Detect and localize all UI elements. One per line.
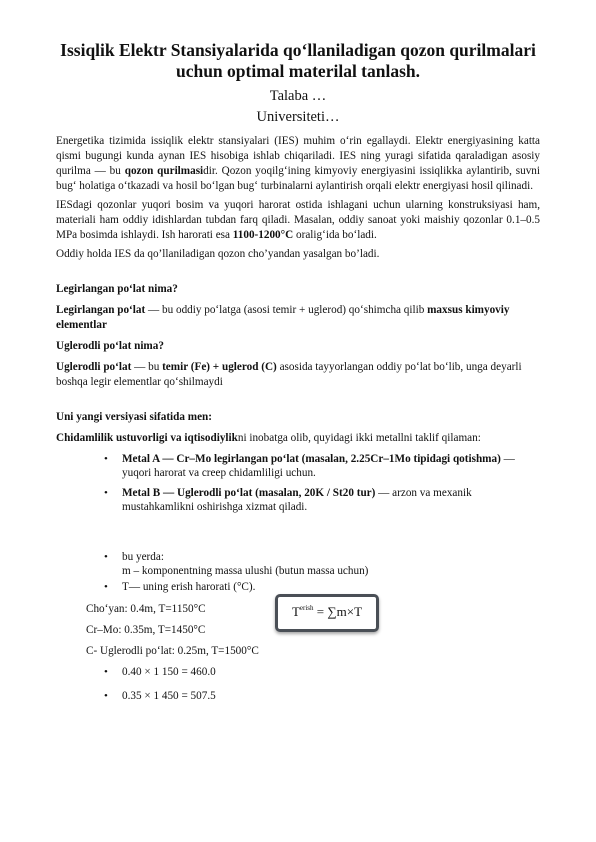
intro-paragraph-1 xyxy=(56,134,540,194)
explanation-mass: m – komponentning massa ulushi (butun massa uchun) xyxy=(122,565,369,577)
formula-symbol: T xyxy=(291,604,300,619)
section-heading-new-version: Uni yangi versiyasi sifatida men: xyxy=(56,411,213,423)
definition-text: — bu xyxy=(131,361,163,373)
data-line-carbon-steel: C- Uglerodli po‘lat: 0.25m, T=1500°C xyxy=(86,645,259,657)
bullet-icon: • xyxy=(104,666,108,678)
formula-superscript: erish xyxy=(299,604,314,612)
intro-bold-term: qozon qurilmasi xyxy=(124,165,204,177)
term: temir (Fe) + uglerod (C) xyxy=(162,361,277,373)
page-title: Issiqlik Elektr Stansiyalarida qo‘llaniladigan qozon qurilmalari uchun optimal materilal tanlash. xyxy=(60,40,536,81)
spacer xyxy=(56,394,540,410)
intro-paragraph-3: Oddiy holda IES da qo’llaniladigan qozon cho’yandan yasalgan bo’ladi. xyxy=(56,248,380,260)
intro-text: Energetika tizimida issiqlik elektr stansiyalari (IES) muhim o‘rin egallaydi. Elektr energiyasining katta qismi bugungi kunda aynan IES hisobiga ishlab chiqariladi. IES ning yuragi sifatida qaraladigan asosiy qurilma — bu xyxy=(56,135,540,177)
bullet-icon: • xyxy=(104,690,108,702)
author-line: Talaba … xyxy=(269,88,327,104)
spacer xyxy=(56,520,540,550)
list-item-explanation xyxy=(56,550,540,578)
carbon-steel-definition xyxy=(56,360,540,390)
list-item-temperature xyxy=(56,580,540,594)
list-item-metal-b xyxy=(56,486,540,514)
intro-text: oralig‘ida bo‘ladi. xyxy=(293,229,377,241)
explanation-label: bu yerda: xyxy=(122,551,164,563)
term: Legirlangan po‘lat xyxy=(56,304,146,316)
proposal-paragraph xyxy=(56,431,540,446)
term: maxsus kimyoviy elementlar xyxy=(56,304,510,331)
proposal-text: ni inobatga olib, quyidagi ikki metallni taklif qilaman: xyxy=(237,432,481,444)
section-heading-carbon-steel: Uglerodli po‘lat nima? xyxy=(56,340,164,352)
calc-line: 0.40 × 1 150 = 460.0 xyxy=(122,666,216,678)
intro-text: dir. Qozon yoqilg‘ining kimyoviy energiyasini issiqlikka aylantirib, suvni bug‘ holatiga o‘tkazadi va hosil bo‘lgan bug‘ turbinalarni aylantirish orqali elektr energiyasi hosil qilinadi. xyxy=(56,165,540,192)
explanation-list xyxy=(56,550,540,594)
bullet-icon: • xyxy=(104,453,108,465)
term: Chidamlilik ustuvorligi va iqtisodiylik xyxy=(56,432,238,444)
university-line: Universiteti… xyxy=(256,109,340,125)
metal-a-name: Metal A — Cr–Mo legirlangan po‘lat (masalan, 2.25Cr–1Mo tipidagi qotishma) xyxy=(122,453,501,465)
temperature-range: 1100-1200°C xyxy=(232,229,294,241)
bullet-icon: • xyxy=(104,487,108,499)
calculation-list xyxy=(56,665,540,703)
list-item-calc-1 xyxy=(56,665,540,679)
list-item-metal-a xyxy=(56,452,540,480)
bullet-icon: • xyxy=(104,581,108,593)
bullet-icon: • xyxy=(104,551,108,563)
data-line-cr-mo: Cr–Mo: 0.35m, T=1450°C xyxy=(86,624,206,636)
metal-b-desc: — arzon va mexanik mustahkamlikni oshirishga xizmat qiladi. xyxy=(122,487,472,513)
calc-line: 0.35 × 1 450 = 507.5 xyxy=(122,690,216,702)
spacer xyxy=(56,266,540,282)
metal-a-desc: — yuqori harorat va creep chidamliligi uchun. xyxy=(122,453,515,479)
definition-text: asosida tayyorlangan oddiy po‘lat bo‘lib, unga deyarli boshqa legir elementlar qo‘shilmaydi xyxy=(56,361,522,388)
list-item-calc-2 xyxy=(56,689,540,703)
term: Uglerodli po‘lat xyxy=(56,361,132,373)
definition-text: — bu oddiy po‘latga (asosi temir + uglerod) qo‘shimcha qilib xyxy=(145,304,428,316)
data-line-cast-iron: Cho‘yan: 0.4m, T=1150°C xyxy=(86,603,206,615)
section-heading-alloy-steel: Legirlangan po‘lat nima? xyxy=(56,283,178,295)
metal-b-name: Metal B — Uglerodli po‘lat (masalan, 20K / St20 tur) xyxy=(122,487,376,499)
intro-paragraph-2 xyxy=(56,198,540,243)
metal-list xyxy=(56,452,540,514)
alloy-steel-definition xyxy=(56,303,540,333)
formula-box xyxy=(275,594,379,632)
explanation-temperature: T— uning erish harorati (°C). xyxy=(122,581,256,593)
intro-text: IESdagi qozonlar yuqori bosim va yuqori harorat ostida ishlagani uchun ularning konstruksiyasi ham, materiali ham oddiy idishlardan tubdan farq qiladi. Masalan, oddiy sanoat yoki maishiy qozonlar 0.1–0.5 MPa bosimda ishlaydi. Ish harorati esa xyxy=(56,199,540,241)
formula-expression: = ∑m×T xyxy=(313,604,363,619)
